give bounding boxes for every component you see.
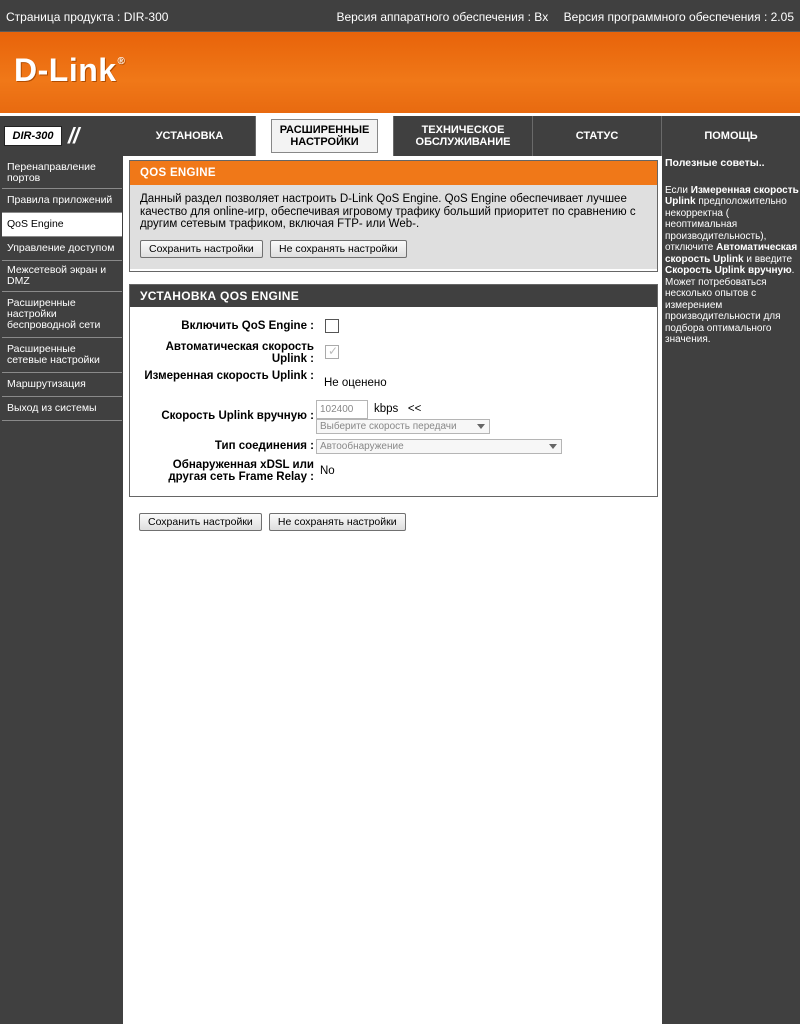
- sidebar-item-logout[interactable]: Выход из системы: [2, 397, 122, 421]
- copy-speed-arrow[interactable]: <<: [407, 403, 422, 415]
- model-badge: [2, 124, 120, 148]
- auto-uplink-label: Автоматическая скорость Uplink :: [165, 341, 314, 365]
- tab-setup[interactable]: УСТАНОВКА: [124, 116, 256, 156]
- enable-qos-label: Включить QoS Engine :: [181, 320, 314, 332]
- sidebar-item-qos-engine[interactable]: QoS Engine: [2, 213, 122, 237]
- connection-type-label: Тип соединения :: [214, 440, 314, 452]
- auto-uplink-row: [130, 341, 658, 369]
- xdsl-row: [130, 458, 658, 486]
- intro-panel: [129, 160, 658, 272]
- sidebar-item-application-rules[interactable]: Правила приложений: [2, 189, 122, 213]
- enable-qos-checkbox[interactable]: [325, 319, 339, 333]
- sidebar-item-port-forwarding[interactable]: Перенаправление портов: [2, 158, 122, 189]
- enable-qos-row: [130, 319, 658, 335]
- save-settings-button[interactable]: Сохранить настройки: [140, 240, 263, 258]
- xdsl-label: Обнаруженная xDSL или другая сеть Frame Relay :: [168, 459, 314, 483]
- firmware-version: Версия программного обеспечения : 2.05: [563, 10, 794, 24]
- measured-uplink-value: Не оценено: [324, 377, 387, 389]
- measured-uplink-row: [130, 370, 658, 398]
- tab-maintenance[interactable]: ТЕХНИЧЕСКОЕ ОБСЛУЖИВАНИЕ: [394, 116, 533, 156]
- intro-button-row: [140, 240, 647, 258]
- tab-advanced[interactable]: РАСШИРЕННЫЕ НАСТРОЙКИ: [256, 116, 394, 156]
- main-content: [123, 156, 662, 1024]
- sidebar-item-advanced-wireless[interactable]: Расширенные настройки беспроводной сети: [2, 292, 122, 338]
- intro-title: QOS ENGINE: [130, 161, 657, 185]
- sidebar-menu: [2, 158, 122, 421]
- connection-type-select[interactable]: Автообнаружение: [316, 439, 562, 454]
- intro-body: [130, 185, 657, 269]
- dont-save-settings-button[interactable]: Не сохранять настройки: [270, 240, 407, 258]
- auto-uplink-checkbox[interactable]: [325, 345, 339, 359]
- manual-uplink-unit: kbps <<: [374, 403, 422, 415]
- help-tips: [663, 158, 800, 346]
- model-slash-decoration: //: [68, 123, 79, 148]
- help-text: Если Измеренная скорость Uplink предположительно некорректна ( неоптимальная производительность), отключите Автоматическая скорость Uplink и введите Скорость Uplink вручную. Может потребоваться несколько опытов с измерением производительности для подбора оптимального значения.: [665, 184, 799, 345]
- version-info: [336, 10, 794, 24]
- intro-text: Данный раздел позволяет настроить D-Link QoS Engine. QoS Engine обеспечивает лучшее качество для online-игр, обеспечивая игровому трафику больший приоритет по сравнению с другим сетевым трафиком, включая FTP- или Web-.: [140, 193, 636, 230]
- dont-save-settings-button-bottom[interactable]: Не сохранять настройки: [269, 513, 406, 531]
- model-name: DIR-300: [4, 126, 62, 146]
- tab-status[interactable]: СТАТУС: [533, 116, 662, 156]
- product-page-label: Страница продукта : DIR-300: [6, 10, 169, 24]
- sidebar-item-advanced-network[interactable]: Расширенные сетевые настройки: [2, 338, 122, 373]
- top-info-bar: [0, 0, 800, 32]
- hardware-version: Версия аппаратного обеспечения : Bx: [336, 10, 549, 24]
- chevron-down-icon: [477, 424, 485, 429]
- bottom-button-row: [139, 513, 406, 531]
- save-settings-button-bottom[interactable]: Сохранить настройки: [139, 513, 262, 531]
- sidebar-item-firewall-dmz[interactable]: Межсетевой экран и DMZ: [2, 261, 122, 292]
- sidebar-item-access-control[interactable]: Управление доступом: [2, 237, 122, 261]
- connection-type-row: [130, 438, 658, 454]
- sidebar-item-routing[interactable]: Маршрутизация: [2, 373, 122, 397]
- qos-setup-panel: [129, 284, 658, 497]
- measured-uplink-label: Измеренная скорость Uplink :: [144, 370, 314, 382]
- manual-uplink-input[interactable]: 102400: [316, 400, 368, 419]
- header-banner: [0, 32, 800, 113]
- qos-setup-title: УСТАНОВКА QOS ENGINE: [130, 285, 657, 307]
- help-title: Полезные советы..: [665, 157, 765, 169]
- dlink-logo: D-Link®: [14, 52, 126, 88]
- manual-uplink-label: Скорость Uplink вручную :: [161, 410, 314, 422]
- manual-uplink-row: [130, 400, 658, 436]
- tab-help[interactable]: ПОМОЩЬ: [704, 130, 758, 142]
- xdsl-value: No: [320, 465, 335, 477]
- speed-select[interactable]: Выберите скорость передачи: [316, 419, 490, 434]
- top-navigation: [0, 116, 800, 156]
- chevron-down-icon: [549, 444, 557, 449]
